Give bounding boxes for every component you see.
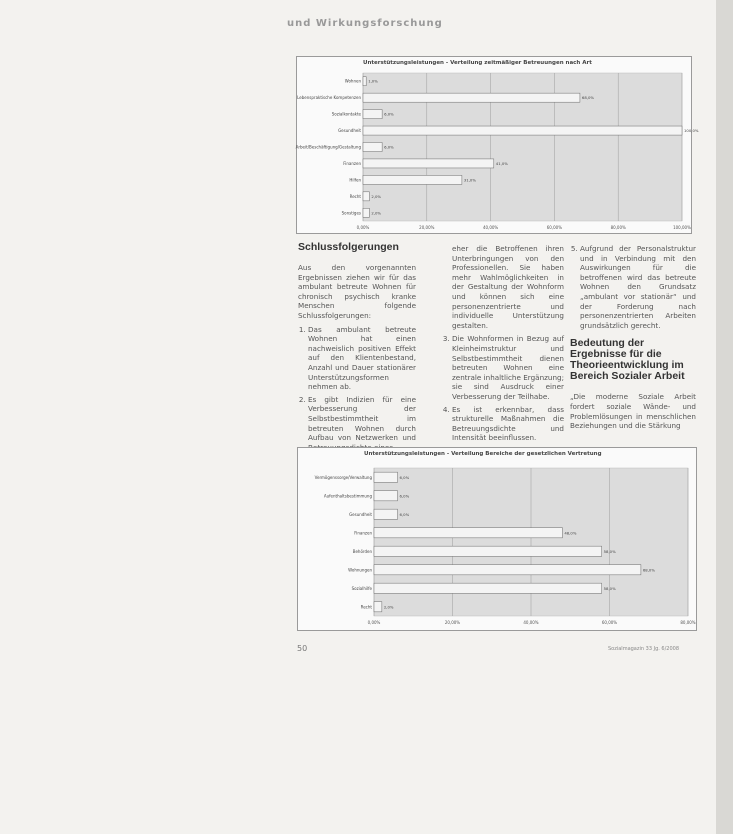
chart-vertretung (297, 447, 697, 631)
category-label: Behörden (352, 548, 372, 554)
category-label: Sozialhilfe (351, 585, 372, 591)
category-label: Arbeit/Beschäftigung/Gestaltung (295, 144, 361, 150)
category-label: Sozialkontakte (331, 111, 361, 117)
chart-betreuungen (295, 56, 699, 234)
data-label: 31,0% (463, 177, 476, 183)
x-tick-label: 80,00% (680, 620, 696, 625)
scan-edge (716, 0, 733, 834)
conclusion-item-2: 2. Es gibt Indizien für eine Verbesserung der Selbstbestimmtheit im betreuten Wohnen durch Aufbau von Netzwerken und (308, 395, 416, 453)
column-1 (298, 242, 416, 455)
data-label: 100,0% (684, 128, 699, 134)
category-label: Recht (360, 604, 372, 610)
x-tick-label: 20,00% (419, 225, 435, 230)
conclusion-item-2-continued: eher die Betroffenen ihren Unterbringungen von den Professionellen. Sie haben mehr Wahlmöglichkeiten in der Gestaltung der Wohnform und können sich eine personenzentrierte und individuelle Unterstützung gestalten. (452, 244, 564, 330)
conclusion-item-4: 4. Es ist erkennbar, dass strukturelle Maßnahmen die Betreuungsdichte und Intensität beeinflussen. (452, 405, 564, 443)
category-label: Hilfen (349, 177, 361, 183)
x-tick-label: 20,00% (444, 620, 461, 625)
data-label: 58,0% (603, 548, 616, 554)
data-label: 6,0% (384, 144, 394, 150)
conclusion-item-3: 3. Die Wohnformen in Bezug auf Kleinheimstruktur und Selbstbestimmtheit dienen betreuten Wohnen eine zentrale inhaltliche Ergänzung; sie sind Ausdruck einer Verbesserung der Teilhabe. (452, 334, 564, 401)
x-tick-label: 100,00% (673, 225, 691, 230)
conclusion-item-5: 5. Aufgrund der Personalstruktur und in Verbindung mit den Auswirkungen für die betroffenen wird das betreute Wohnen den Grundsatz „ambulant vor stationär“ und der Forderung nach personenzentrierten Arbeiten grundsätzlich gerecht. (580, 244, 696, 330)
bar (363, 93, 580, 102)
category-label: Aufenthaltsbestimmung (323, 493, 372, 499)
data-label: 6,0% (399, 493, 410, 499)
data-label: 6,0% (399, 511, 410, 517)
x-tick-label: 60,00% (546, 225, 563, 230)
chart2-title: Unterstützungsleistungen - Verteilung Bereiche der gesetzlichen Vertretung (364, 451, 602, 457)
bar (374, 546, 602, 556)
category-label: Lebenspraktische Kompetenzen (297, 95, 361, 101)
bar (363, 142, 382, 151)
bar (363, 192, 369, 201)
category-label: Wohnungen (348, 567, 372, 573)
data-label: 48,0% (564, 530, 577, 536)
x-tick-label: 0,00% (367, 620, 381, 625)
category-label: Wohnen (344, 78, 361, 84)
data-label: 41,0% (495, 160, 508, 166)
category-label: Sonstiges (341, 210, 361, 216)
data-label: 2,0% (371, 193, 382, 199)
journal-citation: Sozialmagazin 33 Jg. 6/2008 (608, 646, 680, 652)
category-label: Gesundheit (338, 128, 361, 134)
bar (374, 565, 641, 575)
theory-body: „Die moderne Soziale Arbeit fordert soziale Wände- und Problemlösungen in menschlichen Beziehungen und die Stärkung (570, 392, 696, 431)
bar (363, 159, 494, 168)
conclusion-item-1: 1. Das ambulant betreute Wohnen hat einen nachweislich positiven Effekt auf den Klientenbestand, Anzahl und Dauer stationärer Unterstützungsformen nehmen ab. (308, 325, 416, 392)
data-label: 68,0% (581, 95, 594, 101)
x-tick-label: 60,00% (601, 620, 618, 625)
category-label: Gesundheit (349, 511, 372, 517)
chart1-title: Unterstützungsleistungen - Verteilung zeitmäßiger Betreuungen nach Art (363, 60, 592, 66)
category-label: Finanzen (343, 160, 361, 166)
page-number: 50 (297, 644, 308, 653)
column-3 (570, 244, 696, 435)
bar (363, 126, 682, 135)
bar (374, 472, 398, 482)
conclusions-heading: Schlussfolgerungen (298, 241, 399, 253)
running-header: und Wirkungsforschung (287, 18, 443, 29)
data-label: 2,0% (371, 210, 382, 216)
x-tick-label: 80,00% (610, 225, 626, 230)
data-label: 1,0% (368, 78, 378, 84)
bar (363, 77, 366, 86)
data-label: 58,0% (603, 585, 616, 591)
category-label: Recht (349, 193, 361, 199)
bar (363, 110, 382, 119)
bar (363, 208, 369, 217)
column-2 (442, 244, 564, 446)
bar (374, 602, 382, 612)
conclusions-intro: Aus den vorgenannten Ergebnissen ziehen wir für das ambulant betreute Wohnen für chronisch psychisch kranke Menschen folgende Schlussfolgerungen: (298, 263, 416, 320)
bar (374, 583, 602, 593)
bar (374, 509, 398, 519)
data-label: 2,0% (383, 604, 394, 610)
bar (363, 175, 462, 184)
category-label: Finanzen (354, 530, 372, 536)
category-label: Vermögenssorge/Verwaltung (314, 474, 372, 480)
data-label: 68,0% (642, 567, 655, 573)
bar (374, 491, 398, 501)
x-tick-label: 0,00% (356, 225, 370, 230)
theory-heading: Bedeutung der Ergebnisse für die Theorieentwicklung im Bereich Sozialer Arbeit (570, 337, 685, 383)
data-label: 6,0% (384, 111, 394, 117)
data-label: 6,0% (399, 474, 410, 480)
bar (374, 528, 562, 538)
x-tick-label: 40,00% (523, 620, 539, 625)
chart2-plot (298, 448, 696, 630)
chart1-plot (295, 57, 699, 233)
x-tick-label: 40,00% (482, 225, 499, 230)
